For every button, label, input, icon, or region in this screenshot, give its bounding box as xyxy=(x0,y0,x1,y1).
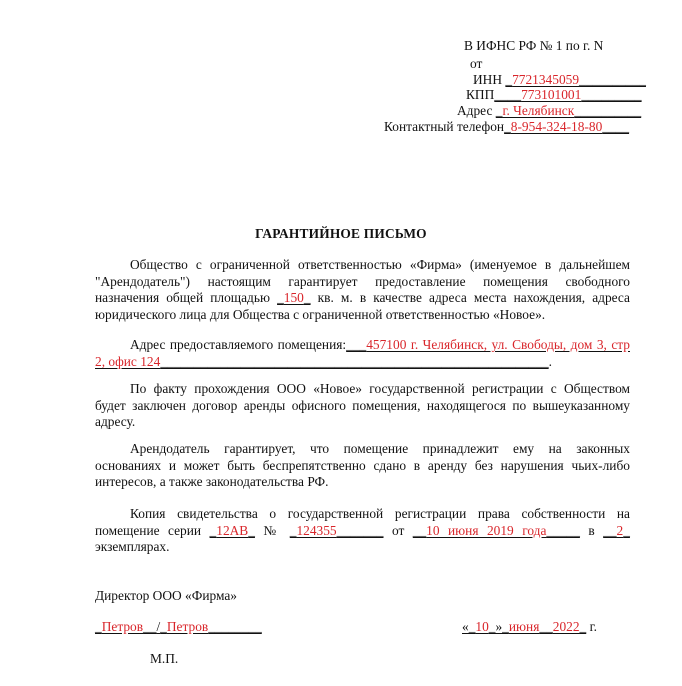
header-recipient: В ИФНС РФ № 1 по г. N xyxy=(464,38,604,53)
header-inn: ИНН _7721345059__________ xyxy=(473,72,646,87)
paragraph-5: Копия свидетельства о государственной регистрации права собственности на помещение серии _12АВ_ № _124355_______ от __10 июня 2019 года_____ в __2_ экземплярах. xyxy=(95,506,630,555)
signature-position: Директор ООО «Фирма» xyxy=(95,588,237,603)
paragraph-3: По факту прохождения ООО «Новое» государственной регистрации с Обществом будет заключен договор аренды офисного помещения, находящегося по вышеуказанному адресу. xyxy=(95,381,630,430)
paragraph-2: Адрес предоставляемого помещения:___457100 г. Челябинск, ул. Свободы, дом 3, стр 2, офис 124__________________________________________________________. xyxy=(95,337,630,369)
signature-date: «_10_»_июня__2022_ г. xyxy=(462,619,597,634)
header-kpp: КПП____773101001_________ xyxy=(466,87,642,102)
paragraph-4: Арендодатель гарантирует, что помещение принадлежит ему на законных основаниях и может быть беспрепятственно сдано в аренду без нарушения чьих-либо интересов, а также законодательства РФ. xyxy=(95,441,630,490)
header-phone: Контактный телефон_8-954-324-18-80____ xyxy=(384,119,630,134)
stamp-placeholder: М.П. xyxy=(150,651,179,666)
paragraph-1: Общество с ограниченной ответственностью «Фирма» (именуемое в дальнейшем "Арендодатель") настоящим гарантирует предоставление помещения свободного назначения общей площадью _150_ кв. м. в качестве адреса места нахождения, адреса юридического лица для Общества с ограниченной ответственностью «Новое». xyxy=(95,257,630,322)
signature-names: _Петров__/_Петров________ xyxy=(95,619,262,634)
header-from: от xyxy=(470,56,483,71)
letter-title: ГАРАНТИЙНОЕ ПИСЬМО xyxy=(255,226,427,241)
header-address: Адрес _г. Челябинск__________ xyxy=(457,103,642,118)
